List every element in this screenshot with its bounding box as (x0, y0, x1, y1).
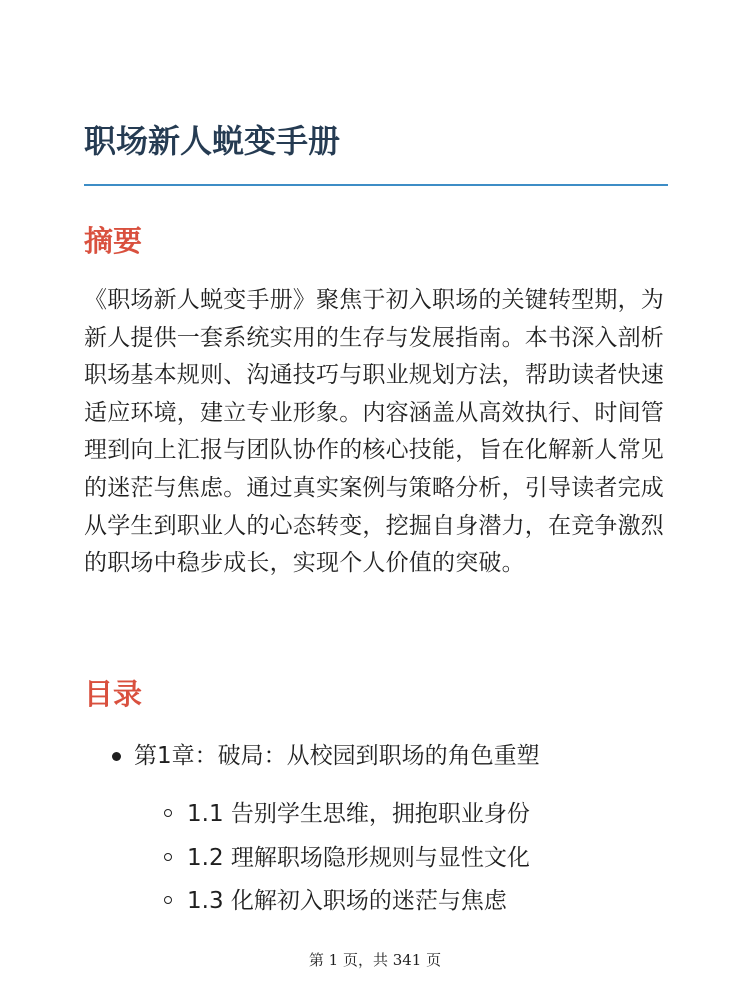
abstract-heading: 摘要 (84, 224, 143, 258)
title-divider (84, 184, 668, 186)
document-page (84, 0, 668, 1000)
document-title: 职场新人蜕变手册 (84, 122, 341, 160)
bullet-circle-icon (164, 809, 172, 817)
abstract-text: 《职场新人蜕变手册》聚焦于初入职场的关键转型期，为新人提供一套系统实用的生存与发展指南。本书深入剖析职场基本规则、沟通技巧与职业规划方法，帮助读者快速适应环境，建立专业形象。内容涵盖从高效执行、时间管理到向上汇报与团队协作的核心技能，旨在化解新人常见的迷茫与焦虑。通过真实案例与策略分析，引导读者完成从学生到职业人的心态转变，挖掘自身潜力，在竞争激烈的职场中稳步成长，实现个人价值的突破。 (84, 287, 664, 577)
toc-section-label: 1.1 告别学生思维，拥抱职业身份 (187, 801, 530, 827)
bullet-dot-icon (112, 752, 121, 761)
toc-section-label: 1.3 化解初入职场的迷茫与焦虑 (187, 888, 507, 914)
bullet-circle-icon (164, 853, 172, 861)
toc-chapter-label: 第1章：破局：从校园到职场的角色重塑 (134, 743, 540, 769)
toc-heading: 目录 (84, 677, 143, 711)
page-number-footer: 第 1 页，共 341 页 (308, 951, 442, 969)
bullet-circle-icon (164, 896, 172, 904)
toc-section-label: 1.2 理解职场隐形规则与显性文化 (187, 845, 530, 871)
